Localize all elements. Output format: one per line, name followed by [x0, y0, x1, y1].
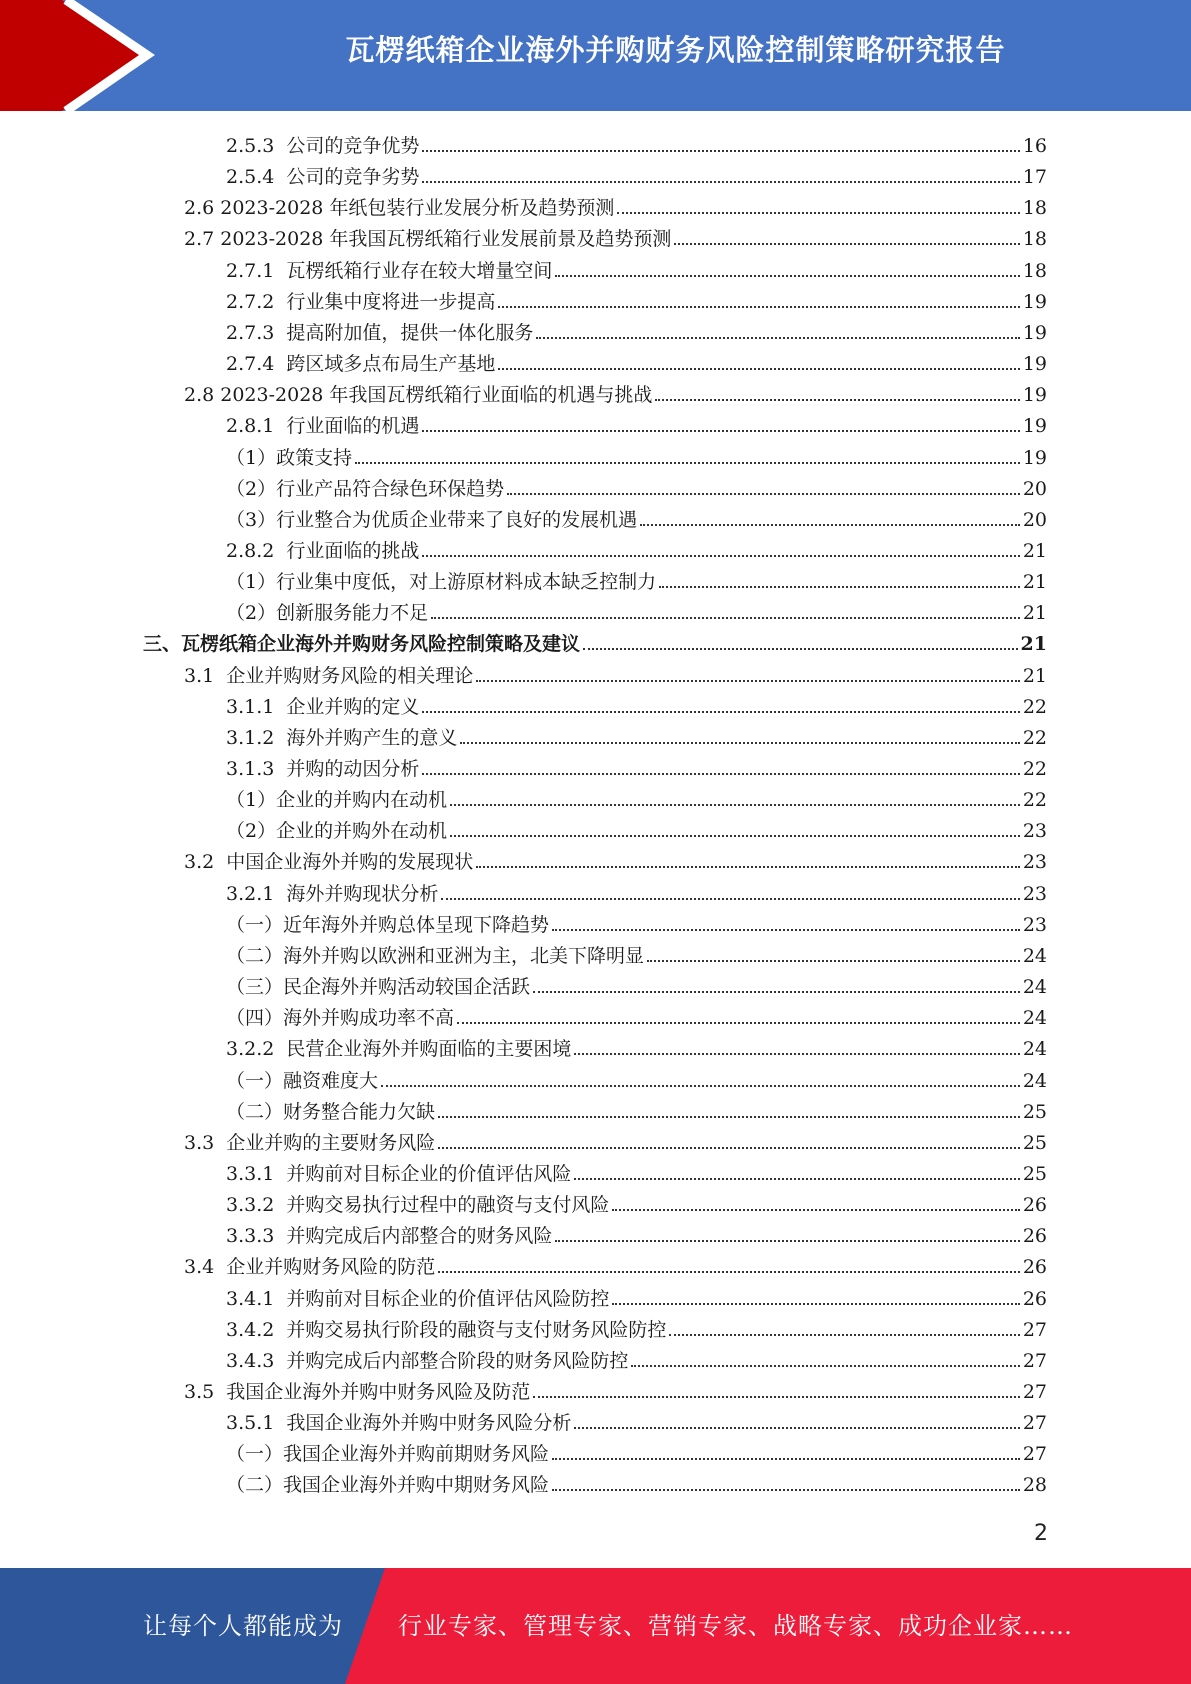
toc-entry[interactable]: [226, 563, 1047, 594]
toc-dot-leader: [612, 1209, 1019, 1211]
toc-entry-page: 23: [1022, 851, 1047, 874]
toc-entry-title: 三、瓦楞纸箱企业海外并购财务风险控制策略及建议: [143, 633, 581, 656]
toc-dot-leader: [640, 524, 1020, 526]
toc-dot-leader: [422, 773, 1019, 775]
toc-entry-title: 2.7 2023-2028 年我国瓦楞纸箱行业发展前景及趋势预测: [184, 228, 672, 251]
toc-entry[interactable]: [226, 781, 1047, 812]
toc-entry-title: 2.6 2023-2028 年纸包装行业发展分析及趋势预测: [184, 197, 615, 220]
toc-entry-page: 26: [1022, 1287, 1047, 1310]
toc-entry-page: 19: [1022, 384, 1047, 407]
toc-entry-title: 2.7.4 跨区域多点布局生产基地: [226, 353, 496, 376]
toc-entry[interactable]: [184, 1373, 1047, 1404]
toc-dot-leader: [476, 866, 1020, 868]
toc-entry[interactable]: [226, 999, 1047, 1030]
toc-dot-leader: [355, 462, 1020, 464]
toc-entry-title: 3.2.2 民营企业海外并购面临的主要困境: [226, 1038, 572, 1061]
toc-entry-page: 25: [1022, 1162, 1047, 1185]
toc-entry[interactable]: [226, 906, 1047, 937]
toc-entry-page: 21: [1022, 571, 1047, 594]
toc-dot-leader: [507, 493, 1020, 495]
toc-entry-page: 21: [1022, 602, 1047, 625]
footer-slogan-left: 让每个人都能成为: [143, 1612, 343, 1640]
toc-entry-title: 2.7.2 行业集中度将进一步提高: [226, 290, 496, 313]
toc-entry-page: 22: [1022, 789, 1047, 812]
toc-entry[interactable]: [226, 501, 1047, 532]
toc-dot-leader: [438, 1147, 1020, 1149]
toc-dot-leader: [674, 243, 1019, 245]
toc-dot-leader: [498, 368, 1019, 370]
toc-entry-page: 19: [1022, 415, 1047, 438]
toc-entry-title: （四）海外并购成功率不高: [226, 1007, 455, 1030]
toc-entry[interactable]: [184, 1248, 1047, 1279]
toc-entry-title: 3.1.2 海外并购产生的意义: [226, 726, 458, 749]
toc-entry[interactable]: [184, 189, 1047, 220]
toc-entry[interactable]: [226, 407, 1047, 438]
toc-dot-leader: [457, 1022, 1020, 1024]
toc-dot-leader: [555, 275, 1019, 277]
toc-dot-leader: [533, 1396, 1020, 1398]
toc-entry[interactable]: [226, 1062, 1047, 1093]
toc-entry-title: 2.7.3 提高附加值，提供一体化服务: [226, 321, 534, 344]
toc-entry[interactable]: [226, 1404, 1047, 1435]
toc-entry[interactable]: [226, 1217, 1047, 1248]
toc-entry[interactable]: [226, 1435, 1047, 1466]
toc-entry-page: 23: [1022, 820, 1047, 843]
toc-dot-leader: [552, 929, 1020, 931]
toc-entry-page: 18: [1022, 228, 1047, 251]
toc-entry-page: 20: [1022, 508, 1047, 531]
toc-dot-leader: [498, 306, 1019, 308]
toc-dot-leader: [617, 212, 1019, 214]
toc-entry-title: （一）近年海外并购总体呈现下降趋势: [226, 913, 550, 936]
toc-entry-title: 3.3.2 并购交易执行过程中的融资与支付风险: [226, 1194, 610, 1217]
page-number: 2: [1034, 1521, 1048, 1546]
toc-dot-leader: [612, 1303, 1019, 1305]
toc-entry[interactable]: [226, 1155, 1047, 1186]
toc-entry-title: （2）行业产品符合绿色环保趋势: [226, 477, 505, 500]
toc-entry-title: （二）财务整合能力欠缺: [226, 1100, 436, 1123]
toc-entry-title: （一）融资难度大: [226, 1069, 379, 1092]
toc-entry-title: （1）企业的并购内在动机: [226, 789, 448, 812]
toc-entry[interactable]: [226, 1030, 1047, 1061]
toc-entry-title: 2.8.1 行业面临的机遇: [226, 415, 420, 438]
toc-entry-page: 21: [1022, 664, 1047, 687]
toc-entry-page: 25: [1022, 1100, 1047, 1123]
toc-entry-page: 22: [1022, 758, 1047, 780]
toc-entry-title: （二）海外并购以欧洲和亚洲为主，北美下降明显: [226, 944, 645, 967]
toc-entry-title: 3.5 我国企业海外并购中财务风险及防范: [184, 1381, 531, 1403]
toc-entry[interactable]: [226, 127, 1047, 158]
toc-entry-title: 3.1 企业并购财务风险的相关理论: [184, 664, 474, 687]
toc-entry-title: （2）创新服务能力不足: [226, 602, 429, 625]
toc-entry[interactable]: [226, 688, 1047, 719]
toc-entry[interactable]: [184, 1124, 1047, 1155]
toc-dot-leader: [476, 680, 1020, 682]
toc-entry-title: （一）我国企业海外并购前期财务风险: [226, 1443, 550, 1466]
toc-entry-page: 27: [1022, 1318, 1047, 1341]
toc-dot-leader: [647, 960, 1020, 962]
toc-dot-leader: [574, 1427, 1019, 1429]
toc-entry-page: 26: [1022, 1194, 1047, 1217]
toc-dot-leader: [422, 430, 1019, 432]
toc-entry[interactable]: [226, 314, 1047, 345]
toc-entry[interactable]: [184, 376, 1047, 407]
toc-entry-page: 19: [1022, 290, 1047, 313]
toc-entry[interactable]: [226, 812, 1047, 843]
toc-entry-title: 2.5.4 公司的竞争劣势: [226, 166, 420, 189]
toc-dot-leader: [552, 1458, 1020, 1460]
toc-entry-page: 27: [1022, 1412, 1047, 1435]
toc-dot-leader: [655, 399, 1019, 401]
toc-entry-page: 28: [1022, 1474, 1047, 1497]
toc-entry-title: 3.3.3 并购完成后内部整合的财务风险: [226, 1225, 553, 1248]
toc-entry-title: 3.4.1 并购前对目标企业的价值评估风险防控: [226, 1287, 610, 1310]
toc-entry-page: 22: [1022, 695, 1047, 718]
toc-dot-leader: [422, 711, 1019, 713]
toc-dot-leader: [422, 150, 1019, 152]
toc-entry-title: 3.4 企业并购财务风险的防范: [184, 1256, 436, 1279]
page-footer: [0, 1568, 1191, 1684]
toc-dot-leader: [450, 835, 1020, 837]
toc-entry-page: 23: [1022, 913, 1047, 936]
toc-entry-page: 24: [1022, 1069, 1047, 1092]
toc-entry-title: 3.4.2 并购交易执行阶段的融资与支付财务风险防控: [226, 1318, 667, 1341]
toc-dot-leader: [422, 555, 1019, 557]
toc-entry-page: 26: [1022, 1256, 1047, 1279]
toc-entry[interactable]: [226, 1342, 1047, 1373]
header-chevron-decoration: [0, 0, 180, 111]
toc-entry[interactable]: [226, 252, 1047, 283]
toc-entry-page: 19: [1022, 446, 1047, 469]
toc-entry[interactable]: [226, 283, 1047, 314]
toc-dot-leader: [536, 337, 1019, 339]
document-title: 瓦楞纸箱企业海外并购财务风险控制策略研究报告: [345, 33, 1006, 67]
toc-entry-title: 3.1.3 并购的动因分析: [226, 758, 420, 780]
toc-entry-page: 24: [1022, 1007, 1047, 1030]
toc-entry-title: （2）企业的并购外在动机: [226, 820, 448, 843]
toc-entry[interactable]: [226, 439, 1047, 470]
toc-entry-title: 3.3.1 并购前对目标企业的价值评估风险: [226, 1162, 572, 1185]
toc-entry-title: 3.2 中国企业海外并购的发展现状: [184, 851, 474, 874]
toc-entry[interactable]: [184, 220, 1047, 251]
toc-entry[interactable]: [226, 470, 1047, 501]
toc-dot-leader: [631, 1365, 1019, 1367]
toc-entry-page: 22: [1022, 726, 1047, 749]
toc-entry-page: 27: [1022, 1443, 1047, 1466]
toc-entry-page: 18: [1022, 197, 1047, 220]
toc-entry-page: 24: [1022, 976, 1047, 999]
toc-entry-page: 25: [1022, 1131, 1047, 1154]
toc-entry-page: 23: [1022, 882, 1047, 905]
toc-entry-title: 2.8 2023-2028 年我国瓦楞纸箱行业面临的机遇与挑战: [184, 384, 653, 407]
toc-entry[interactable]: [226, 719, 1047, 750]
toc-entry[interactable]: [226, 968, 1047, 999]
page-header: [0, 0, 1191, 111]
toc-entry[interactable]: [143, 625, 1047, 656]
toc-dot-leader: [583, 648, 1018, 650]
toc-dot-leader: [669, 1334, 1019, 1336]
toc-entry[interactable]: [226, 937, 1047, 968]
toc-entry-title: 3.1.1 企业并购的定义: [226, 695, 420, 718]
toc-dot-leader: [555, 1240, 1019, 1242]
toc-entry[interactable]: [226, 750, 1047, 781]
toc-entry[interactable]: [226, 1186, 1047, 1217]
toc-entry-title: 3.4.3 并购完成后内部整合阶段的财务风险防控: [226, 1349, 629, 1372]
toc-entry-page: 27: [1022, 1349, 1047, 1372]
toc-entry-page: 16: [1022, 135, 1047, 157]
toc-entry[interactable]: [226, 158, 1047, 189]
toc-entry-title: 2.8.2 行业面临的挑战: [226, 539, 420, 562]
toc-entry-page: 26: [1022, 1225, 1047, 1248]
toc-dot-leader: [659, 586, 1020, 588]
toc-entry[interactable]: [226, 1093, 1047, 1124]
toc-dot-leader: [450, 804, 1020, 806]
toc-entry[interactable]: [226, 1280, 1047, 1311]
toc-entry-title: （3）行业整合为优质企业带来了良好的发展机遇: [226, 508, 638, 531]
toc-entry-page: 19: [1022, 353, 1047, 376]
toc-dot-leader: [441, 898, 1019, 900]
toc-entry-title: 2.5.3 公司的竞争优势: [226, 135, 420, 157]
toc-entry[interactable]: [184, 843, 1047, 874]
toc-dot-leader: [422, 181, 1019, 183]
toc-entry-page: 21: [1022, 539, 1047, 562]
toc-entry-page: 19: [1022, 321, 1047, 344]
toc-entry-title: （1）行业集中度低，对上游原材料成本缺乏控制力: [226, 571, 657, 594]
toc-entry-title: （三）民企海外并购活动较国企活跃: [226, 976, 531, 999]
toc-entry-title: （二）我国企业海外并购中期财务风险: [226, 1474, 550, 1497]
toc-entry-title: 3.3 企业并购的主要财务风险: [184, 1131, 436, 1154]
toc-entry-page: 17: [1022, 166, 1047, 189]
toc-entry[interactable]: [226, 1466, 1047, 1497]
toc-entry-page: 24: [1022, 944, 1047, 967]
toc-entry-page: 20: [1022, 477, 1047, 500]
footer-slogan-right: 行业专家、管理专家、营销专家、战略专家、成功企业家……: [398, 1612, 1073, 1640]
toc-dot-leader: [533, 991, 1020, 993]
toc-dot-leader: [574, 1053, 1019, 1055]
toc-entry-page: 18: [1022, 259, 1047, 282]
toc-entry[interactable]: [226, 1311, 1047, 1342]
toc-dot-leader: [460, 742, 1019, 744]
toc-entry[interactable]: [184, 657, 1047, 688]
toc-entry[interactable]: [226, 875, 1047, 906]
toc-dot-leader: [574, 1178, 1019, 1180]
toc-dot-leader: [438, 1271, 1020, 1273]
toc-dot-leader: [381, 1085, 1020, 1087]
toc-entry-page: 27: [1022, 1381, 1047, 1403]
toc-entry[interactable]: [226, 532, 1047, 563]
toc-entry-title: 2.7.1 瓦楞纸箱行业存在较大增量空间: [226, 259, 553, 282]
toc-entry[interactable]: [226, 594, 1047, 625]
toc-dot-leader: [438, 1116, 1020, 1118]
toc-entry-page: 21: [1020, 633, 1047, 656]
toc-entry[interactable]: [226, 345, 1047, 376]
toc-entry-title: （1）政策支持: [226, 446, 353, 469]
toc-dot-leader: [552, 1489, 1020, 1491]
toc-dot-leader: [431, 617, 1020, 619]
toc-entry-title: 3.5.1 我国企业海外并购中财务风险分析: [226, 1412, 572, 1435]
toc-entry-page: 24: [1022, 1038, 1047, 1061]
toc-entry-title: 3.2.1 海外并购现状分析: [226, 882, 439, 905]
